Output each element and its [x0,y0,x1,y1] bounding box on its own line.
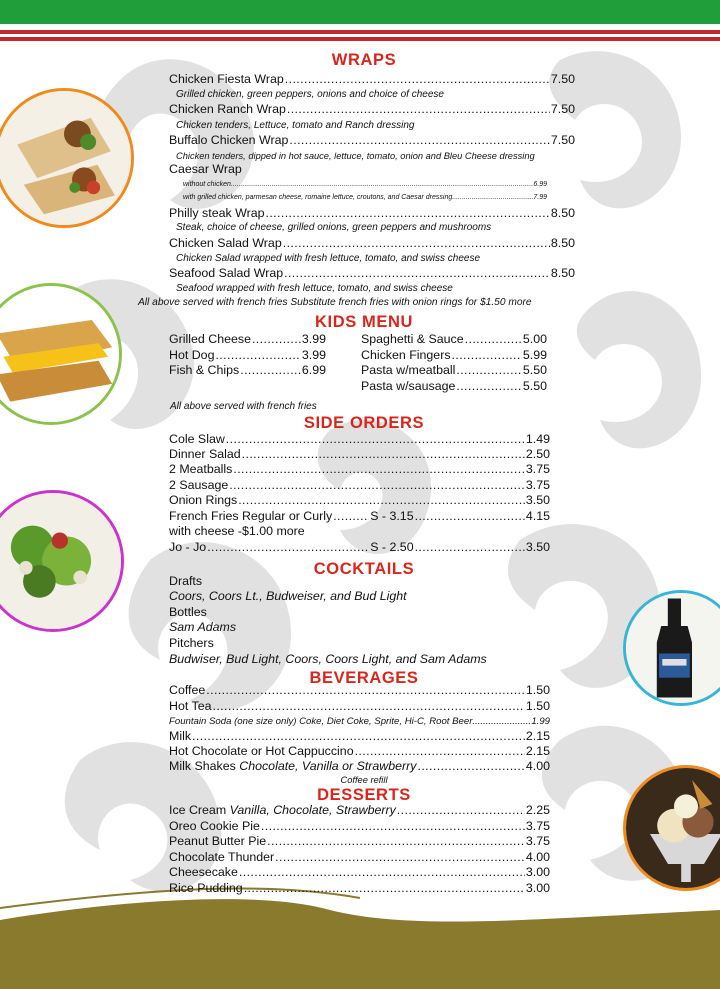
leader-dots [417,759,524,774]
item-name: Buffalo Chicken Wrap [169,133,289,147]
menu-item [169,744,550,759]
option-price: 6.99 [533,181,547,188]
leader-dots [415,540,525,555]
leader-dots [226,432,525,447]
leader-dots [267,834,525,849]
item-name: Chicken Fiesta Wrap [169,72,284,86]
leader-dots [207,540,369,555]
leader-dots [472,715,531,728]
item-price: 2.15 [525,729,550,743]
item-name: Milk Shakes [169,759,240,773]
leader-dots [275,850,525,865]
menu-item [169,363,326,378]
leader-dots [333,509,369,524]
leader-dots [231,180,534,189]
item-price: 2.15 [525,744,550,758]
menu-item [169,266,575,281]
menu-item [169,699,550,714]
item-name: 2 Meatballs [169,462,233,476]
item-flavors: Chocolate, Vanilla or Strawberry [239,759,417,773]
item-name: 2 Sausage [169,478,229,492]
sides-title: SIDE ORDERS [303,414,425,432]
item-name: Pasta w/meatball [361,363,456,377]
leader-dots [238,493,525,508]
item-price: 6.99 [301,363,326,377]
item-description: Chicken tenders, dipped in hot sauce, lettuce, tomato, onion and Bleu Cheese dressing [176,151,535,161]
item-price: 7.50 [550,72,575,86]
item-name: Coffee [169,683,206,697]
menu-item [169,348,326,363]
item-description: Grilled chicken, green peppers, onions and choice of cheese [176,89,444,100]
item-price: 2.50 [525,447,550,461]
item-name: Pasta w/sausage [361,379,456,393]
menu-item [169,332,326,347]
item-name: Seafood Salad Wrap [169,266,284,280]
menu-item [361,379,547,394]
item-name: Dinner Salad [169,447,241,461]
item-price: 3.50 [525,540,550,554]
item-price: 3.99 [301,332,326,346]
item-name: Peanut Butter Pie [169,834,267,848]
option-price: 7.99 [533,194,547,201]
wrap-photo [0,88,134,228]
menu-item [169,72,575,87]
leader-dots [452,348,522,363]
beverages-title: BEVERAGES [309,669,419,687]
menu-item [169,715,550,728]
cocktails-title: COCKTAILS [313,560,415,578]
item-name: Milk [169,729,192,743]
item-name: Cole Slaw [169,432,225,446]
leader-dots [355,744,525,759]
item-name: Hot Tea [169,699,212,713]
menu-item [169,509,550,524]
menu-item [169,759,550,774]
item-description: Seafood wrapped with fresh lettuce, tomato, and swiss cheese [176,283,453,294]
leader-dots [452,193,533,202]
leader-dots [287,102,550,117]
item-name: Hot Dog [169,348,215,362]
item-price: 3.99 [301,348,326,362]
item-price: 1.99 [531,716,550,727]
item-name: Chicken Fingers [361,348,451,362]
leader-dots [215,348,300,363]
top-color-band [0,0,720,46]
item-description: Chicken Salad wrapped with fresh lettuce, tomato, and swiss cheese [176,253,481,264]
item-price: 4.00 [525,759,550,773]
kids-title: KIDS MENU [315,313,413,331]
item-price: 5.00 [522,332,547,346]
leader-dots [456,379,522,394]
item-description: Steak, choice of cheese, grilled onions, green peppers and mushrooms [176,222,492,233]
item-price: 5.50 [522,379,547,393]
leader-dots [252,332,301,347]
leader-dots [240,363,301,378]
item-name: Chicken Ranch Wrap [169,102,286,116]
item-name: Chocolate Thunder [169,850,275,864]
leader-dots [465,332,522,347]
kids-footer: All above served with french fries [170,401,317,412]
menu-item [169,493,550,508]
leader-dots [206,683,525,698]
menu-item [361,332,547,347]
item-price: 3.00 [525,865,550,879]
item-price: 7.50 [550,133,575,147]
item-small-price: S - 3.15 [370,509,414,523]
menu-item [169,834,550,849]
item-price: 5.99 [522,348,547,362]
item-name: Hot Chocolate or Hot Cappuccino [169,744,354,758]
item-price: 3.75 [525,462,550,476]
item-price: 4.00 [525,850,550,864]
caesar-option [183,193,547,202]
cocktail-line: Coors, Coors Lt., Budweiser, and Bud Light [169,589,407,603]
leader-dots [266,206,550,221]
item-name: Ice Cream [169,803,230,817]
menu-item [169,803,550,818]
leader-dots [397,803,525,818]
item-name: Jo - Jo [169,540,207,554]
item-price: 1.49 [525,432,550,446]
menu-item [169,236,575,251]
leader-dots [242,447,525,462]
item-price: 3.75 [525,478,550,492]
coffee-refill-note: Coffee refill [340,775,388,785]
menu-item [169,102,575,117]
menu-item [169,206,575,221]
bottom-wave [0,880,720,989]
leader-dots [415,509,525,524]
caesar-option [183,180,547,189]
menu-item [169,540,550,555]
leader-dots [261,819,525,834]
item-name: Chicken Salad Wrap [169,236,282,250]
cocktail-line: Drafts [169,574,203,588]
item-name: Caesar Wrap [169,162,242,176]
option-label: without chicken [183,181,231,188]
item-price: 8.50 [550,266,575,280]
item-name: Onion Rings [169,493,238,507]
leader-dots [229,478,525,493]
leader-dots [283,236,550,251]
item-name: Grilled Cheese [169,332,251,346]
menu-item [361,363,547,378]
item-price: 8.50 [550,206,575,220]
item-description: Chicken tenders, Lettuce, tomato and Ranch dressing [176,120,415,131]
menu-item [169,133,575,148]
item-price: 1.50 [525,683,550,697]
item-name: Oreo Cookie Pie [169,819,260,833]
item-price: 3.50 [525,493,550,507]
item-small-price: S - 2.50 [370,540,414,554]
menu-item [169,865,550,880]
wraps-footer: All above served with french fries Substitute french fries with onion rings for $1.50 more [138,297,532,308]
leader-dots [233,462,525,477]
item-name: French Fries Regular or Curly [169,509,333,523]
leader-dots [456,363,522,378]
desserts-title: DESSERTS [317,786,411,804]
item-note: with cheese -$1.00 more [169,524,305,538]
option-label: with grilled chicken, parmesan cheese, romaine lettuce, croutons, and Caesar dressing [183,194,453,201]
leader-dots [239,865,525,880]
leader-dots [212,699,524,714]
item-price: 2.25 [525,803,550,817]
menu-item [169,478,550,493]
item-name: Cheesecake [169,865,238,879]
item-name: Spaghetti & Sauce [361,332,464,346]
item-price: 3.00 [525,881,550,895]
menu-item [169,819,550,834]
item-price: 8.50 [550,236,575,250]
item-name: Fish & Chips [169,363,240,377]
item-price: 7.50 [550,102,575,116]
cocktail-line: Bottles [169,605,207,619]
leader-dots [285,72,550,87]
menu-item [361,348,547,363]
menu-item [169,447,550,462]
item-name: Philly steak Wrap [169,206,265,220]
cocktail-line: Pitchers [169,636,214,650]
item-price: 5.50 [522,363,547,377]
menu-item [169,881,550,896]
cocktail-line: Budwiser, Bud Light, Coors, Coors Light, and Sam Adams [169,652,487,666]
item-price: 1.50 [525,699,550,713]
wraps-title: WRAPS [331,51,397,69]
item-flavors: Vanilla, Chocolate, Strawberry [229,803,396,817]
item-price: 3.75 [525,834,550,848]
leader-dots [289,133,549,148]
cocktail-line: Sam Adams [169,620,237,634]
item-name: Rice Pudding [169,881,243,895]
leader-dots [284,266,550,281]
menu-item [169,850,550,865]
leader-dots [244,881,525,896]
menu-item [169,729,550,744]
item-price: 3.75 [525,819,550,833]
leader-dots [192,729,525,744]
menu-item [169,683,550,698]
menu-item [169,432,550,447]
item-price: 4.15 [525,509,550,523]
menu-item [169,462,550,477]
item-name: Fountain Soda (one size only) Coke, Diet Coke, Sprite, Hi-C, Root Beer [169,716,473,727]
